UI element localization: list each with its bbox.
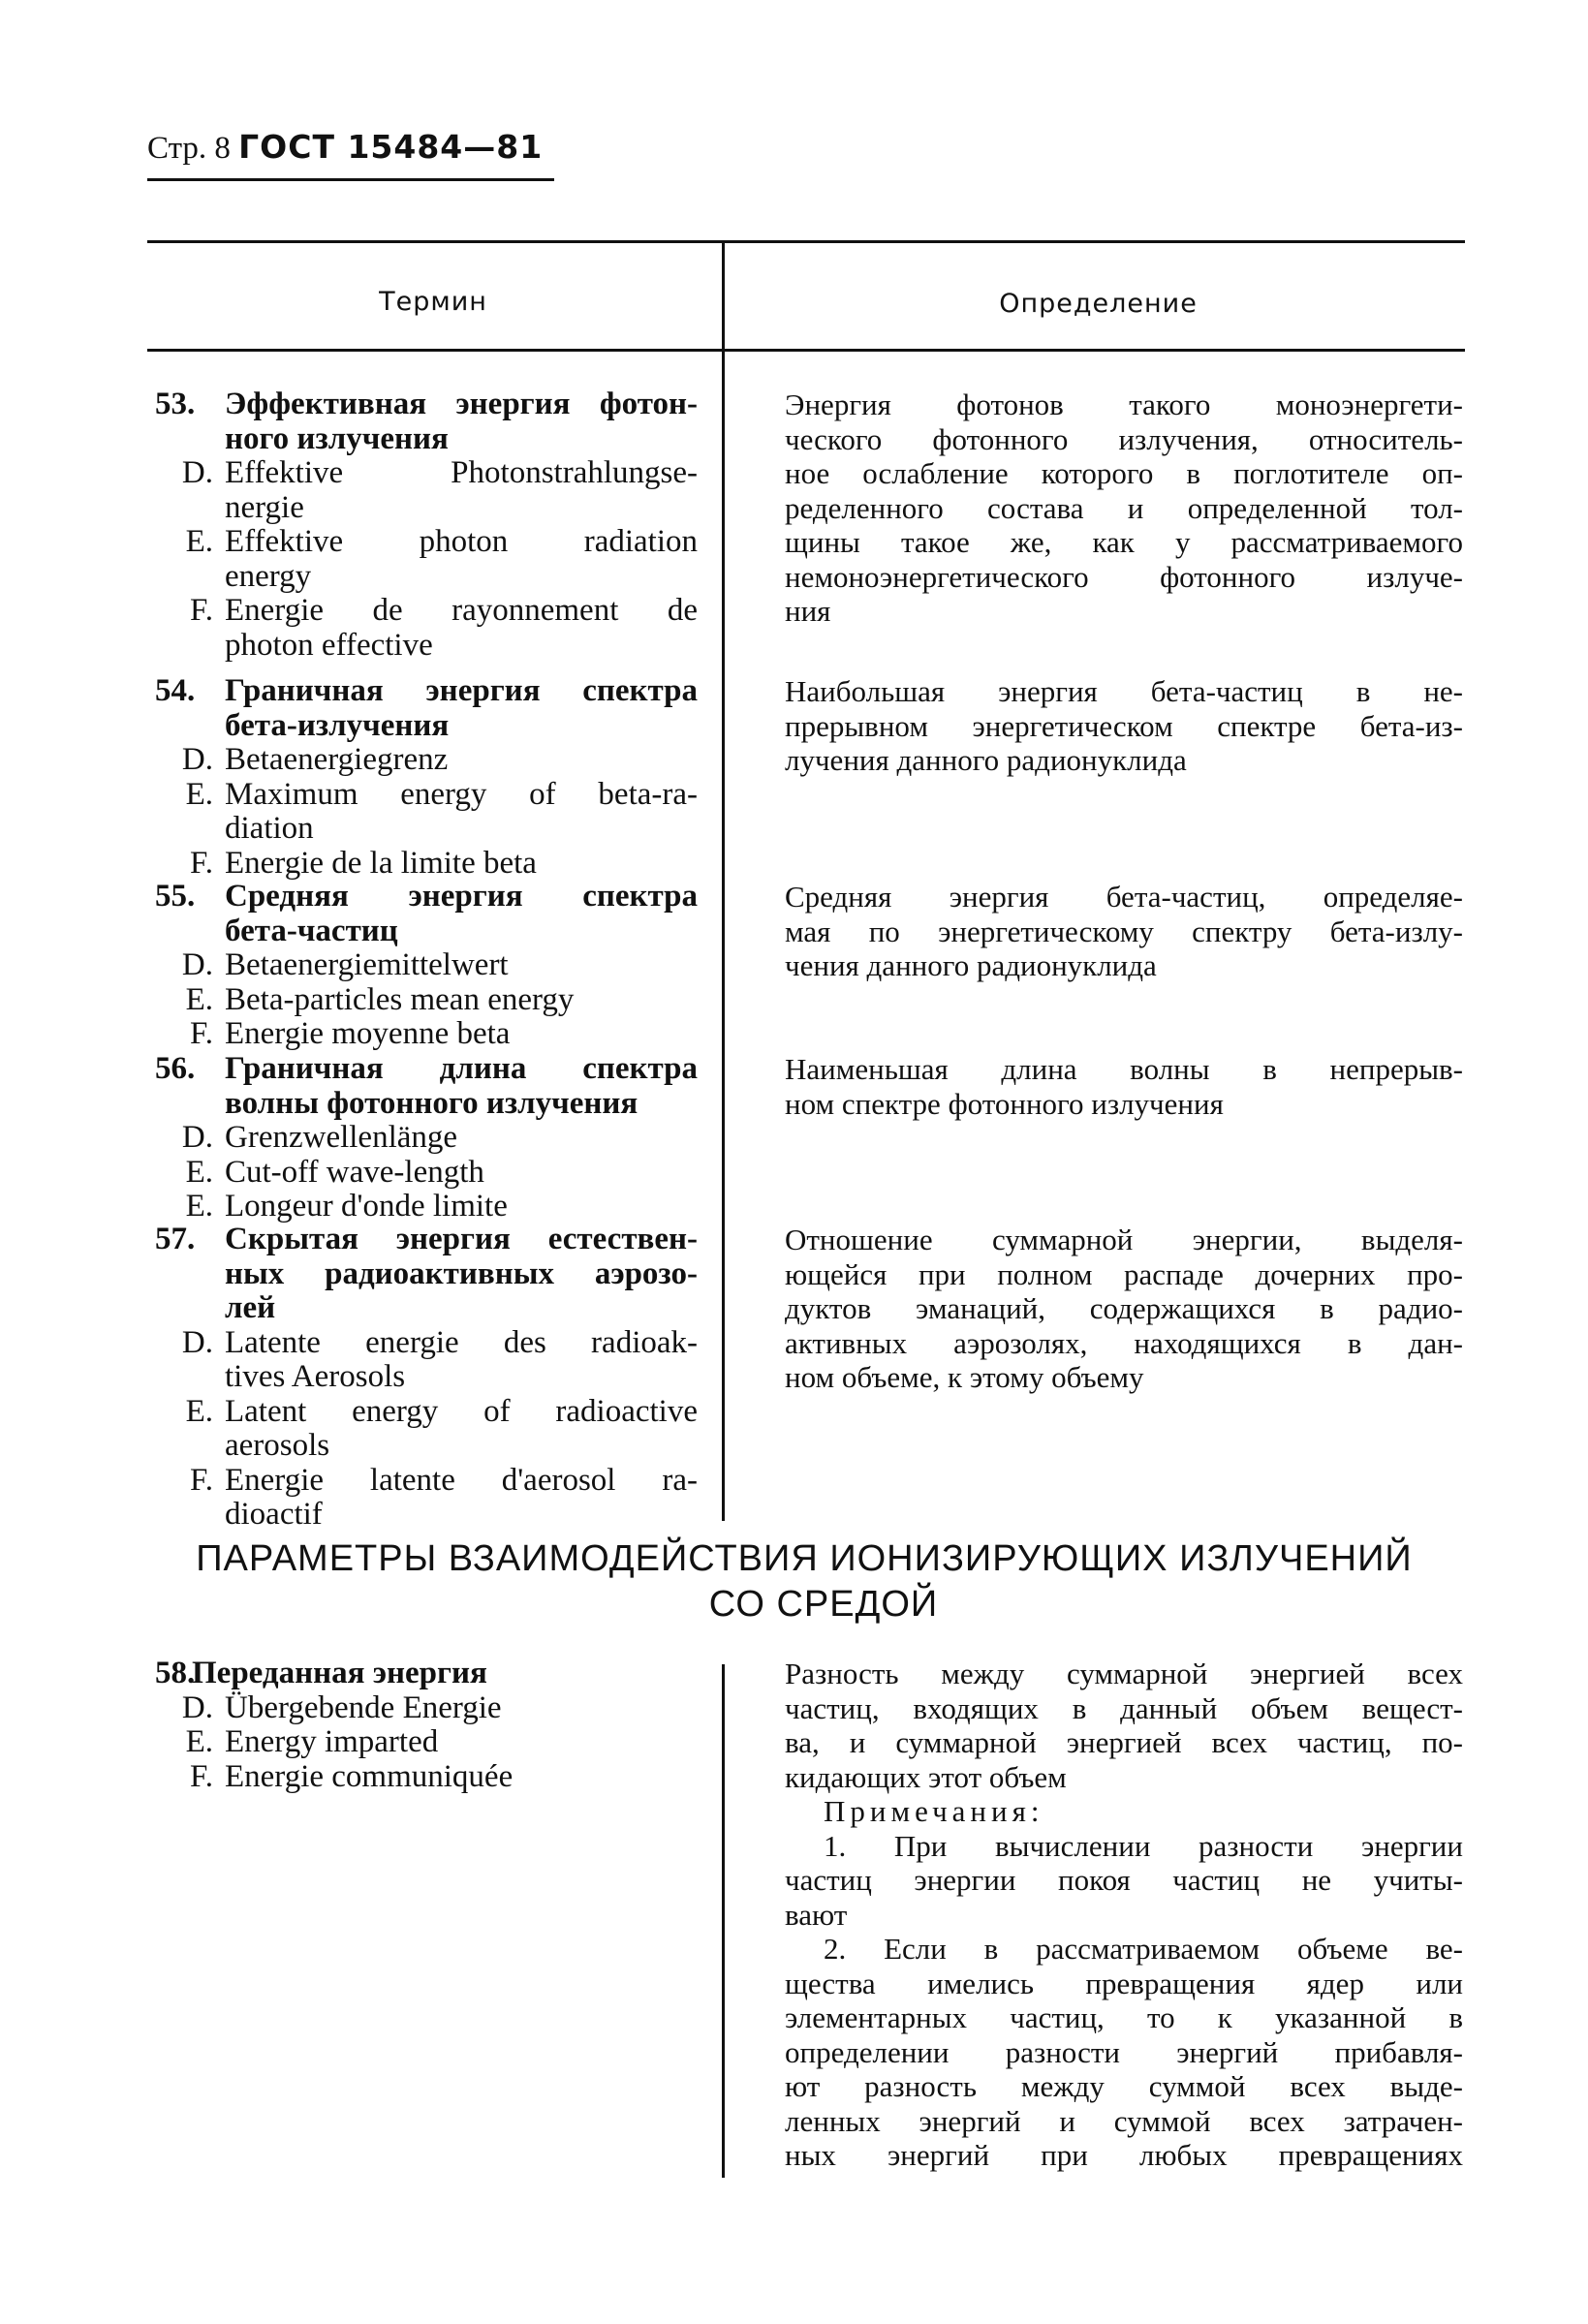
lang-term: Energie de la limite beta bbox=[225, 845, 537, 881]
definition-line: активных аэрозолях, находящихся в дан- bbox=[785, 1325, 1463, 1360]
page-header bbox=[147, 128, 543, 167]
term-title-row bbox=[155, 1291, 707, 1326]
lang-term: Energie moyenne beta bbox=[225, 1016, 511, 1051]
term-title-line: Граничная энергия спектра bbox=[225, 673, 698, 708]
term-title-row bbox=[155, 1052, 707, 1087]
term-title-row bbox=[155, 674, 707, 709]
term-title-row bbox=[155, 880, 707, 914]
section-title bbox=[145, 1536, 1463, 1627]
term-number: 58. bbox=[155, 1656, 196, 1690]
lang-term: photon effective bbox=[225, 627, 433, 663]
definition-line: немоноэнергетического фотонного излуче- bbox=[785, 559, 1463, 594]
lang-code: D. bbox=[181, 947, 213, 982]
definition-line: лучения данного радионуклида bbox=[785, 743, 1187, 777]
term-56 bbox=[155, 1052, 707, 1224]
definition-line: ное ослабление которого в поглотителе оп- bbox=[785, 456, 1463, 490]
definition-line: ческого фотонного излучения, относитель- bbox=[785, 421, 1463, 456]
note-line: 1. При вычислении разности энергии bbox=[824, 1828, 1463, 1863]
term-title-line: бета-излучения bbox=[225, 707, 450, 743]
lang-code: F. bbox=[190, 1462, 213, 1498]
lang-term-row bbox=[155, 560, 707, 595]
definition-line: дуктов эманаций, содержащихся в радио- bbox=[785, 1291, 1463, 1325]
term-title-line: Скрытая энергия естествен- bbox=[225, 1222, 698, 1256]
definition-line: мая по энергетическому спектру бета-излу- bbox=[785, 914, 1463, 948]
lang-term-row bbox=[155, 629, 707, 664]
lang-code: E. bbox=[185, 1154, 213, 1190]
header-rule bbox=[147, 178, 554, 181]
lang-term-row bbox=[155, 1017, 707, 1052]
column-header-definition: Определение bbox=[999, 289, 1198, 319]
table-top-rule bbox=[147, 240, 1465, 243]
term-title-line: бета-частиц bbox=[225, 913, 398, 948]
note-line: вают bbox=[785, 1897, 848, 1932]
definition-line: Разность между суммарной энергией всех bbox=[785, 1657, 1463, 1690]
definition-54 bbox=[785, 674, 1463, 778]
lang-term-row bbox=[155, 1326, 707, 1361]
term-title-line: ных радиоактивных аэрозо- bbox=[225, 1255, 698, 1291]
note-line: элементарных частиц, то к указанной в bbox=[785, 2000, 1463, 2034]
term-title-row bbox=[155, 1223, 707, 1257]
definition-53 bbox=[785, 387, 1463, 629]
term-title-row bbox=[155, 1087, 707, 1122]
term-title-line: Средняя энергия спектра bbox=[225, 879, 698, 914]
term-57 bbox=[155, 1223, 707, 1533]
definition-line: ния bbox=[785, 594, 831, 628]
definition-line: щины такое же, как у рассматриваемого bbox=[785, 525, 1463, 559]
definition-line: ющейся при полном распаде дочерних про- bbox=[785, 1256, 1463, 1291]
lang-term-row bbox=[155, 525, 707, 560]
lang-code: D. bbox=[181, 1120, 213, 1155]
page-number: Стр. 8 bbox=[147, 131, 231, 166]
definition-line: Средняя энергия бета-частиц, определяе- bbox=[785, 880, 1463, 914]
definition-line: чения данного радионуклида bbox=[785, 948, 1157, 982]
definition-58 bbox=[785, 1657, 1463, 2173]
column-header-term: Термин bbox=[379, 287, 487, 317]
term-number: 54. bbox=[155, 673, 196, 708]
lang-code: F. bbox=[190, 593, 213, 628]
lang-code: E. bbox=[185, 524, 213, 559]
lang-term-row bbox=[155, 983, 707, 1018]
column-divider bbox=[722, 242, 725, 1521]
lang-term-row bbox=[155, 1395, 707, 1430]
lang-code: F. bbox=[190, 1016, 213, 1051]
lang-term-row bbox=[155, 1121, 707, 1156]
term-title-row bbox=[155, 914, 707, 949]
term-title-line: Граничная длина спектра bbox=[225, 1051, 698, 1086]
term-title-row bbox=[155, 422, 707, 457]
note-line: ют разность между суммой всех выде- bbox=[785, 2069, 1463, 2103]
definition-line: ва, и суммарной энергией всех частиц, по- bbox=[785, 1725, 1463, 1759]
note-line: щества имелись превращения ядер или bbox=[785, 1966, 1463, 2000]
definition-line: Наименьшая длина волны в непрерыв- bbox=[785, 1052, 1463, 1086]
lang-term: Energy imparted bbox=[225, 1724, 439, 1759]
lang-code: F. bbox=[190, 1758, 213, 1794]
lang-term: Beta-particles mean energy bbox=[225, 981, 575, 1017]
term-number: 55. bbox=[155, 879, 196, 914]
lang-term-row bbox=[155, 1360, 707, 1395]
lang-term-row bbox=[155, 1429, 707, 1464]
lang-term-row bbox=[155, 1464, 707, 1499]
term-title-row bbox=[155, 709, 707, 744]
lang-term: aerosols bbox=[225, 1428, 330, 1463]
lang-term: Energie latente d'aerosol ra- bbox=[225, 1462, 698, 1498]
lang-term: Cut-off wave-length bbox=[225, 1154, 484, 1190]
note-line: 2. Если в рассматриваемом объеме ве- bbox=[824, 1932, 1463, 1966]
lang-term-row bbox=[155, 491, 707, 526]
term-title-line: ного излучения bbox=[225, 420, 449, 456]
lang-term: diation bbox=[225, 811, 314, 846]
term-title: Переданная энергия bbox=[192, 1656, 487, 1690]
definition-line: Энергия фотонов такого моноэнергети- bbox=[785, 387, 1463, 421]
definition-line: кидающих этот объем bbox=[785, 1759, 1067, 1794]
term-title-row bbox=[155, 1257, 707, 1292]
lang-term: Effektive Photonstrahlungse- bbox=[225, 455, 698, 490]
lang-term-row bbox=[155, 847, 707, 882]
definition-line: ределенного состава и определенной тол- bbox=[785, 490, 1463, 525]
term-53 bbox=[155, 387, 707, 663]
note-line: ных энергий при любых превращениях bbox=[785, 2138, 1463, 2172]
notes-title: Примечания: bbox=[824, 1794, 1044, 1828]
lang-term: Übergebende Energie bbox=[225, 1689, 502, 1725]
definition-55 bbox=[785, 880, 1463, 983]
lang-term: Latente energie des radioak- bbox=[225, 1324, 698, 1360]
lang-term-row bbox=[155, 1190, 707, 1224]
lang-term-row bbox=[155, 778, 707, 813]
lang-code: E. bbox=[185, 1393, 213, 1429]
lang-term: dioactif bbox=[225, 1497, 323, 1532]
definition-line: ном объеме, к этому объему bbox=[785, 1360, 1144, 1394]
note-line: определении разности энергий прибавля- bbox=[785, 2034, 1463, 2069]
term-55 bbox=[155, 880, 707, 1052]
lang-term-row bbox=[155, 1498, 707, 1533]
section-title-line-2: СО СРЕДОЙ bbox=[708, 1584, 939, 1625]
lang-term-row bbox=[155, 812, 707, 847]
definition-line: ном спектре фотонного излучения bbox=[785, 1086, 1224, 1121]
lang-term: Grenzwellenlänge bbox=[225, 1120, 458, 1155]
definition-line: Отношение суммарной энергии, выделя- bbox=[785, 1223, 1463, 1256]
term-58 bbox=[155, 1657, 707, 1794]
term-number: 56. bbox=[155, 1051, 196, 1086]
lang-term-row bbox=[155, 456, 707, 491]
column-divider-2 bbox=[722, 1664, 725, 2178]
lang-term: Energie de rayonnement de bbox=[225, 593, 698, 628]
section-title-line-1: ПАРАМЕТРЫ ВЗАИМОДЕЙСТВИЯ ИОНИЗИРУЮЩИХ ИЗЛУЧЕНИЙ bbox=[196, 1538, 1413, 1579]
term-title-line: лей bbox=[225, 1290, 276, 1325]
lang-code: E. bbox=[185, 1724, 213, 1759]
lang-term: Energie communiquée bbox=[225, 1758, 514, 1794]
note-line: ленных энергий и суммой всех затрачен- bbox=[785, 2103, 1463, 2138]
lang-code: E. bbox=[185, 776, 213, 812]
lang-term-row bbox=[155, 743, 707, 778]
lang-term: nergie bbox=[225, 489, 304, 525]
definition-56 bbox=[785, 1052, 1463, 1121]
lang-term: Betaenergiemittelwert bbox=[225, 947, 509, 982]
definition-line: Наибольшая энергия бета-частиц в не- bbox=[785, 674, 1463, 708]
note-line: частиц энергии покоя частиц не учиты- bbox=[785, 1863, 1463, 1897]
lang-term: Latent energy of radioactive bbox=[225, 1393, 698, 1429]
lang-code: E. bbox=[185, 981, 213, 1017]
term-title-row bbox=[155, 387, 707, 422]
lang-term: energy bbox=[225, 558, 312, 594]
lang-code: D. bbox=[181, 455, 213, 490]
term-54 bbox=[155, 674, 707, 881]
lang-term: Effektive photon radiation bbox=[225, 524, 698, 559]
standard-number: ГОСТ 15484—81 bbox=[238, 128, 544, 166]
lang-code: D. bbox=[181, 1689, 213, 1725]
lang-code: F. bbox=[190, 845, 213, 881]
term-number: 53. bbox=[155, 387, 196, 421]
lang-code: D. bbox=[181, 1324, 213, 1360]
definition-line: прерывном энергетическом спектре бета-из- bbox=[785, 708, 1463, 743]
definition-57 bbox=[785, 1223, 1463, 1395]
lang-term: tives Aerosols bbox=[225, 1359, 406, 1394]
term-number: 57. bbox=[155, 1222, 196, 1256]
term-title-line: Эффективная энергия фотон- bbox=[225, 387, 698, 421]
term-title-line: волны фотонного излучения bbox=[225, 1085, 638, 1121]
lang-term-row bbox=[155, 594, 707, 629]
lang-term-row bbox=[155, 948, 707, 983]
lang-term: Maximum energy of beta-ra- bbox=[225, 776, 698, 812]
table-header-rule bbox=[147, 349, 1465, 352]
lang-code: E. bbox=[185, 1189, 213, 1224]
lang-code: D. bbox=[181, 742, 213, 777]
lang-term: Betaenergiegrenz bbox=[225, 742, 449, 777]
definition-line: частиц, входящих в данный объем вещест- bbox=[785, 1690, 1463, 1725]
lang-term-row bbox=[155, 1156, 707, 1191]
lang-term: Longeur d'onde limite bbox=[225, 1189, 508, 1224]
